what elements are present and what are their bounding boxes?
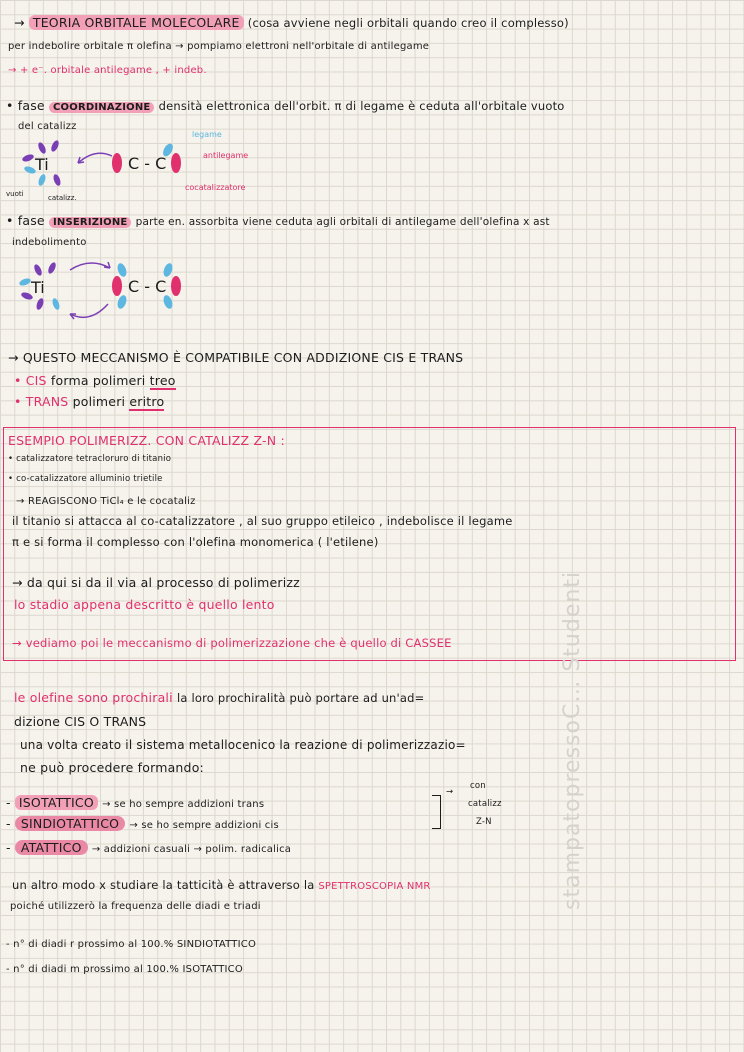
- cis-underlined: treo: [149, 373, 176, 388]
- cc-bond-2: C - C: [128, 277, 167, 296]
- page-title: TEORIA ORBITALE MOLECOLARE: [29, 15, 244, 30]
- isotactic-text: → se ho sempre addizioni trans: [102, 799, 265, 810]
- box-line-4: il titanio si attacca al co-catalizzatore , al suo gruppo etileico , indebolisce il legame: [12, 514, 513, 528]
- mechanism-line: → QUESTO MECCANISMO È COMPATIBILE CON ADDIZIONE CIS E TRANS: [8, 350, 464, 365]
- trans-label: • TRANS: [14, 394, 69, 409]
- para-line-3: una volta creato il sistema metallocenico la reazione di polimerizzazio=: [20, 738, 466, 752]
- olefins-pink: le olefine sono prochirali: [14, 690, 173, 705]
- cis-text: forma polimeri: [50, 373, 146, 388]
- pi-star-lobe-2c: [116, 294, 128, 310]
- insertion-diagram: [0, 252, 200, 327]
- line-7: indebolimento: [12, 237, 87, 248]
- cis-line: [14, 373, 176, 388]
- insertion-arrow-top: [70, 263, 110, 270]
- box-line-6: → da qui si da il via al processo di polimerizz: [12, 575, 300, 590]
- diads-m-line: - n° di diadi m prossimo al 100.% ISOTATTICO: [6, 964, 243, 975]
- syndiotactic-line: - SINDIOTATTICO → se ho sempre addizioni cis: [6, 816, 279, 831]
- para-line-4: ne può procedere formando:: [20, 760, 204, 775]
- insertion-arrow-bottom: [70, 304, 108, 317]
- atactic-text: → addizioni casuali → polim. radicalica: [91, 844, 292, 855]
- box-line-2: • co-catalizzatore alluminio trietile: [8, 474, 163, 484]
- con-cat-3: Z-N: [476, 817, 492, 827]
- catalizz-label: catalizz.: [48, 194, 77, 202]
- pi-lobe-right-2: [171, 276, 181, 296]
- phase-coordination: [6, 98, 565, 113]
- bracket: [432, 795, 441, 829]
- nmr-text: un altro modo x studiare la tatticità è attraverso la: [12, 878, 315, 892]
- phase-bullet: • fase: [6, 98, 45, 113]
- pi-lobe-left-2: [112, 276, 122, 296]
- legame-label: legame: [192, 130, 222, 139]
- con-cat-1: con: [470, 781, 486, 791]
- pi-star-lobe-2d: [162, 294, 174, 310]
- atactic-label: ATATTICO: [15, 840, 88, 855]
- trans-line: [14, 394, 164, 409]
- line-3: → + e⁻. orbitale antilegame , + indeb.: [8, 65, 207, 76]
- nmr-line-2: poiché utilizzerò la frequenza delle diadi e triadi: [10, 901, 261, 912]
- box-title: ESEMPIO POLIMERIZZ. CON CATALIZZ Z-N :: [8, 433, 285, 448]
- con-cat-arrow: →: [446, 787, 454, 797]
- phase-insertion-text: parte en. assorbita viene ceduta agli orbitali di antilegame dell'olefina x ast: [135, 216, 550, 228]
- diads-r-line: - n° di diadi r prossimo al 100.% SINDIOTATTICO: [6, 939, 257, 950]
- phase-insertion: [6, 213, 550, 228]
- coordination-diagram: [0, 128, 300, 200]
- antilegame-label: antilegame: [203, 151, 249, 160]
- para-line-2: dizione CIS O TRANS: [14, 714, 147, 729]
- cocatalizzatore-label: cocatalizzatore: [185, 183, 246, 192]
- olefins-rest: la loro prochiralità può portare ad un'ad=: [176, 691, 425, 705]
- ti-symbol: Ti: [35, 155, 49, 174]
- nmr-pink: SPETTROSCOPIA NMR: [318, 881, 431, 892]
- syndiotactic-text: → se ho sempre addizioni cis: [129, 820, 279, 831]
- isotactic-line: - ISOTATTICO → se ho sempre addizioni trans: [6, 795, 265, 810]
- vuoti-label: vuoti: [6, 190, 24, 198]
- phase-insertion-label: INSERIZIONE: [49, 217, 131, 228]
- pi-lobe-right: [171, 153, 181, 173]
- title-line: → TEORIA ORBITALE MOLECOLARE (cosa avviene negli orbitali quando creo il complesso): [14, 15, 569, 30]
- phase-coordination-text: densità elettronica dell'orbit. π di legame è ceduta all'orbitale vuoto: [158, 99, 565, 113]
- olefins-line: [14, 690, 425, 705]
- pi-star-lobe-2a: [116, 262, 128, 278]
- watermark: stampatopressoC… Studenti: [560, 570, 585, 910]
- phase-coordination-label: COORDINAZIONE: [49, 102, 154, 113]
- line-5: del catalizz: [18, 121, 77, 132]
- trans-text: polimeri: [72, 394, 126, 409]
- con-cat-2: catalizz: [468, 799, 502, 809]
- line-2: per indebolire orbitale π olefina → pompiamo elettroni nell'orbitale di antilegame: [8, 41, 430, 52]
- syndiotactic-label: SINDIOTATTICO: [15, 816, 125, 831]
- phase-bullet-2: • fase: [6, 213, 45, 228]
- cc-bond: C - C: [128, 154, 167, 173]
- nmr-line: [12, 878, 431, 892]
- box-line-3: → REAGISCONO TiCl₄ e le cocataliz: [16, 496, 196, 507]
- box-line-1: • catalizzatore tetracloruro di titanio: [8, 454, 172, 464]
- trans-underlined: eritro: [129, 394, 165, 409]
- title-note: (cosa avviene negli orbitali quando creo il complesso): [247, 16, 569, 30]
- cis-label: • CIS: [14, 373, 47, 388]
- box-line-8: → vediamo poi le meccanismo di polimerizzazione che è quello di CASSEE: [12, 636, 452, 650]
- ti-symbol-2: Ti: [31, 278, 45, 297]
- box-line-5: π e si forma il complesso con l'olefina monomerica ( l'etilene): [12, 535, 379, 549]
- pi-lobe-left: [112, 153, 122, 173]
- isotactic-label: ISOTATTICO: [15, 795, 98, 810]
- atactic-line: - ATATTICO → addizioni casuali → polim. radicalica: [6, 840, 292, 855]
- box-line-7: lo stadio appena descritto è quello lento: [14, 597, 275, 612]
- pi-star-lobe-2b: [162, 262, 174, 278]
